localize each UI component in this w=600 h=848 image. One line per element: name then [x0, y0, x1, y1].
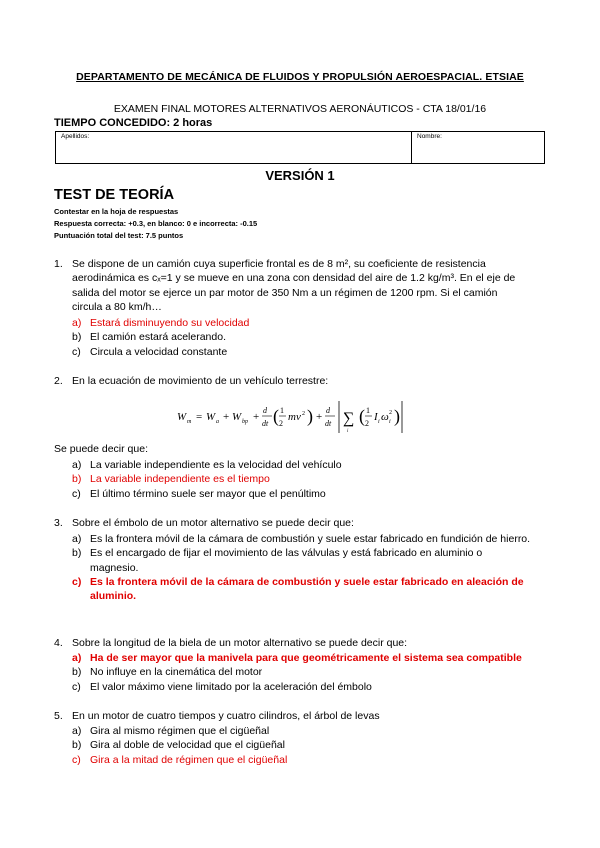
- equation-of-motion: [177, 399, 427, 435]
- svg-text:2: 2: [389, 410, 392, 416]
- svg-text:W: W: [206, 411, 216, 423]
- question-number: 2.: [54, 375, 63, 387]
- question-3: [54, 516, 526, 530]
- option-c[interactable]: c) Es la frontera móvil de la cámara de combustión y suele estar fabricado en aleación de aluminio.: [72, 575, 524, 603]
- svg-text:ω: ω: [381, 411, 389, 423]
- question-2: [54, 374, 526, 388]
- question-number: 4.: [54, 637, 63, 649]
- option-a[interactable]: a) Estará disminuyendo su velocidad: [72, 317, 250, 329]
- option-a[interactable]: a) Gira al mismo régimen que el cigüeñal: [72, 725, 270, 737]
- name-field[interactable]: [412, 132, 545, 164]
- question-4: [54, 636, 526, 650]
- option-a[interactable]: a) La variable independiente es la velocidad del vehículo: [72, 459, 342, 471]
- question-text: En la ecuación de movimiento de un vehículo terrestre:: [72, 375, 329, 387]
- option-c[interactable]: c) El valor máximo viene limitado por la aceleración del émbolo: [72, 680, 372, 693]
- instruction-line: Puntuación total del test: 7.5 puntos: [54, 231, 184, 240]
- version-heading: VERSIÓN 1: [265, 168, 335, 183]
- svg-text:(: (: [359, 406, 365, 426]
- svg-text:d: d: [326, 406, 330, 415]
- question-2-options: [72, 458, 532, 501]
- svg-text:d: d: [263, 406, 267, 415]
- svg-text:(: (: [273, 406, 279, 426]
- svg-text:i: i: [347, 429, 349, 434]
- surname-field[interactable]: [56, 132, 412, 164]
- instruction-line: Contestar en la hoja de respuestas: [54, 207, 179, 216]
- option-a[interactable]: a) Ha de ser mayor que la manivela para que geométricamente el sistema sea compatible: [72, 652, 522, 664]
- instruction-line: Respuesta correcta: +0.3, en blanco: 0 e incorrecta: -0.15: [54, 219, 258, 228]
- name-label: Nombre:: [417, 133, 442, 140]
- surname-label: Apellidos:: [61, 133, 90, 140]
- svg-text:=: =: [196, 411, 203, 423]
- question-4-options: [72, 651, 532, 694]
- svg-text:mv: mv: [288, 411, 301, 423]
- svg-text:+: +: [223, 411, 230, 423]
- svg-text:∑: ∑: [343, 410, 355, 427]
- svg-text:bp: bp: [242, 419, 248, 425]
- question-number: 1.: [54, 258, 63, 270]
- svg-text:dt: dt: [325, 419, 332, 428]
- svg-text:W: W: [232, 411, 242, 423]
- exam-title: EXAMEN FINAL MOTORES ALTERNATIVOS AERONÁUTICOS - CTA 18/01/16: [113, 103, 487, 115]
- question-text: Sobre la longitud de la biela de un motor alternativo se puede decir que:: [72, 637, 408, 649]
- option-b[interactable]: b) Es el encargado de fijar el movimiento de las válvulas y está fabricado en aluminio o magnesio.: [72, 547, 483, 574]
- question-1: [54, 257, 526, 314]
- svg-text:1: 1: [280, 406, 284, 415]
- question-3-options: [72, 532, 532, 603]
- test-title: TEST DE TEORÍA: [54, 187, 175, 203]
- question-text: En un motor de cuatro tiempos y cuatro cilindros, el árbol de levas: [72, 710, 380, 722]
- svg-text:a: a: [216, 419, 219, 425]
- svg-text:m: m: [187, 419, 192, 425]
- svg-text:W: W: [177, 411, 187, 423]
- option-b[interactable]: b) Gira al doble de velocidad que el cigüeñal: [72, 739, 285, 752]
- svg-text:+: +: [253, 411, 260, 423]
- svg-text:1: 1: [366, 406, 370, 415]
- department-heading: DEPARTAMENTO DE MECÁNICA DE FLUIDOS Y PROPULSIÓN AEROESPACIAL. ETSIAE: [76, 71, 524, 83]
- question-5: [54, 709, 526, 723]
- option-b[interactable]: b) La variable independiente es el tiempo: [72, 473, 270, 486]
- svg-text:): ): [394, 406, 400, 426]
- student-info-table: [55, 131, 545, 164]
- svg-text:i: i: [378, 419, 380, 425]
- time-allowed: TIEMPO CONCEDIDO: 2 horas: [54, 117, 213, 129]
- option-a[interactable]: a) Es la frontera móvil de la cámara de combustión y suele estar fabricado en fundición de hierro.: [72, 533, 531, 545]
- question-5-options: [72, 724, 532, 767]
- option-c[interactable]: c) Gira a la mitad de régimen que el cigüeñal: [72, 753, 288, 766]
- question-text: Se dispone de un camión cuya superficie frontal es de 8 m², su coeficiente de resistencia aerodinámica es cₓ=1 y se mueve en una zona con densidad del aire de 1.2 kg/m³. En el eje de salida del motor se ejerce un par motor de 350 Nm a un régimen de 1200 rpm. Si el camión circula a 80 km/h…: [72, 258, 516, 313]
- option-b[interactable]: b) No influye en la cinemática del motor: [72, 666, 263, 679]
- svg-text:2: 2: [302, 411, 305, 417]
- question-lead: Se puede decir que:: [54, 443, 148, 455]
- option-c[interactable]: c) Circula a velocidad constante: [72, 345, 228, 358]
- svg-text:2: 2: [365, 419, 369, 428]
- question-number: 3.: [54, 517, 63, 529]
- question-number: 5.: [54, 710, 63, 722]
- question-text: Sobre el émbolo de un motor alternativo se puede decir que:: [72, 517, 354, 529]
- svg-text:2: 2: [279, 419, 283, 428]
- svg-text:): ): [307, 406, 313, 426]
- option-c[interactable]: c) El último término suele ser mayor que el penúltimo: [72, 487, 326, 500]
- svg-text:+: +: [316, 411, 323, 423]
- svg-text:dt: dt: [262, 419, 269, 428]
- option-b[interactable]: b) El camión estará acelerando.: [72, 331, 226, 344]
- svg-text:i: i: [389, 419, 391, 425]
- svg-text:I: I: [374, 411, 378, 423]
- question-1-options: [72, 316, 532, 359]
